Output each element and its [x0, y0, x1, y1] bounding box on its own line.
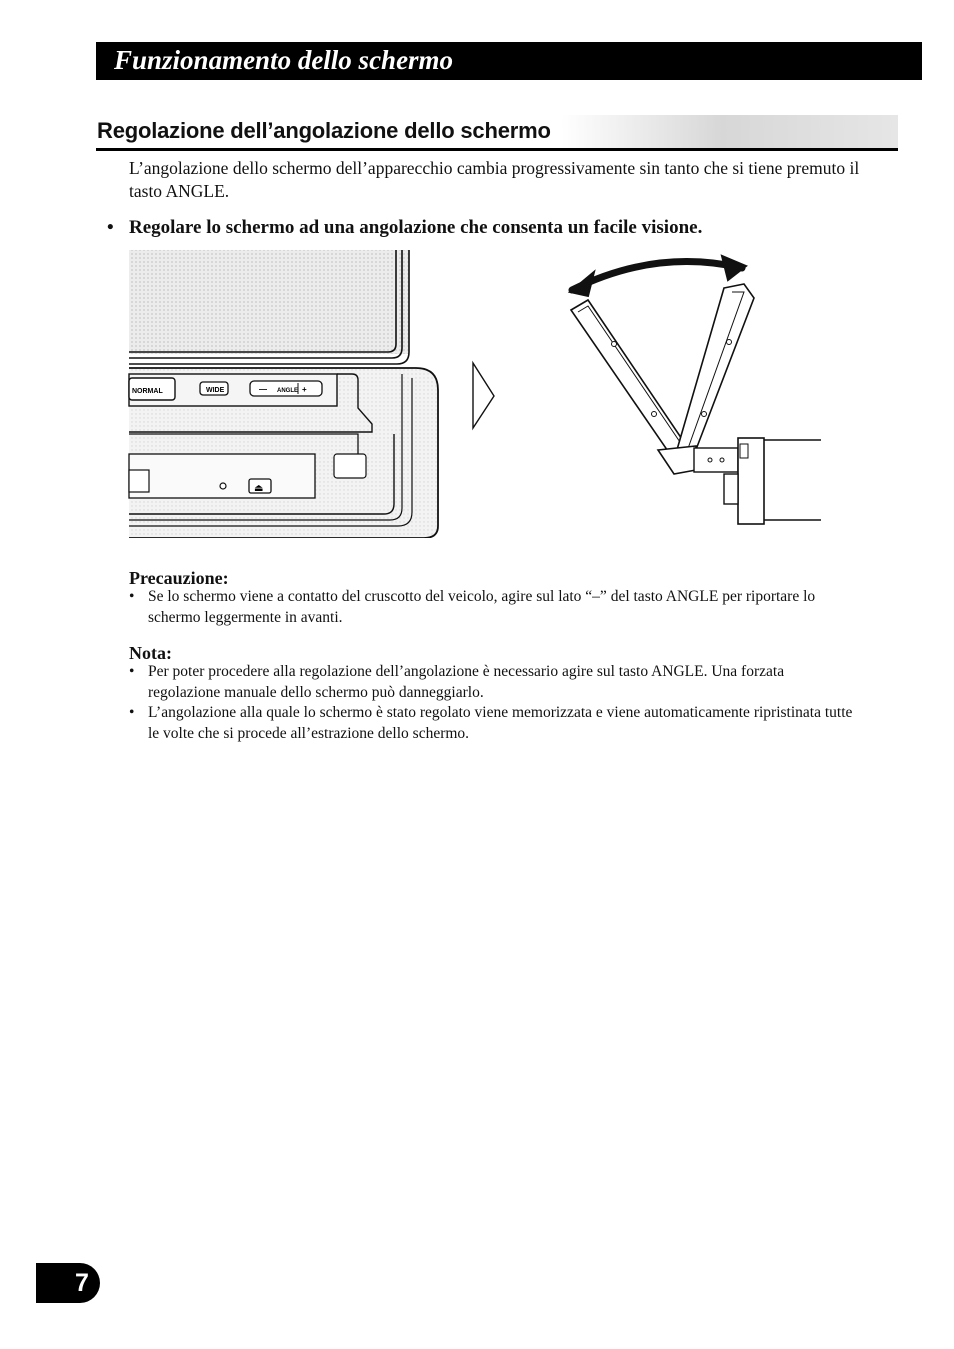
page-number: 7 — [75, 1269, 89, 1297]
instruction-bullet: • — [107, 217, 114, 238]
note-item — [129, 703, 854, 744]
page-number-tab — [36, 1263, 100, 1303]
bullet-dot: • — [129, 663, 135, 680]
angle-illustration-svg — [126, 248, 826, 538]
hinge-arm — [694, 448, 738, 472]
caution-heading: Precauzione: — [129, 568, 229, 588]
angle-minus-label: — — [259, 385, 267, 394]
arrow-head-left-icon — [570, 272, 594, 296]
instruction — [107, 215, 897, 241]
intro-paragraph: L’angolazione dello schermo dell’apparecchio cambia progressivamente sin tanto che si tiene premuto il tasto ANGLE. — [129, 158, 860, 201]
disc-slot-panel — [129, 454, 315, 498]
note-list — [129, 662, 854, 744]
hinge — [658, 446, 696, 474]
note-item-text: Per poter procedere alla regolazione dell’angolazione è necessario agire sul tasto ANGLE. Una forzata regolazione manuale dello schermo può danneggiarlo. — [148, 663, 785, 701]
arrow-head-right-icon — [722, 256, 746, 280]
chapter-banner — [96, 42, 922, 80]
note-item — [129, 662, 854, 703]
caution-item — [129, 587, 854, 628]
section-heading — [96, 115, 898, 151]
screen-tilted-back — [571, 300, 688, 460]
note-heading: Nota: — [129, 643, 172, 663]
bullet-dot: • — [129, 588, 135, 605]
reset-hole — [220, 483, 226, 489]
wide-button-label: WIDE — [206, 387, 225, 394]
bullet-dot: • — [129, 704, 135, 721]
next-step-arrow-icon — [473, 363, 494, 428]
instruction-text: Regolare lo schermo ad una angolazione che consenta un facile visione. — [129, 217, 703, 238]
note-item-text: L’angolazione alla quale lo schermo è stato regolato viene memorizzata e viene automaticamente ripristinata tutte le volte che si procede all’estrazione dello schermo. — [148, 704, 853, 742]
unit-front-panel — [129, 250, 438, 538]
caution-item-text: Se lo schermo viene a contatto del cruscotto del veicolo, agire sul lato “–” del tasto ANGLE per riportare lo schermo leggermente in avanti. — [148, 588, 816, 626]
normal-button-label: NORMAL — [132, 388, 163, 395]
angle-illustration — [126, 248, 826, 538]
tilt-diagram — [570, 256, 821, 524]
sensor-window — [334, 454, 366, 478]
screen-surface — [129, 250, 409, 354]
angle-plus-label: + — [302, 385, 307, 394]
angle-button-label: ANGLE — [277, 388, 298, 394]
caution-list — [129, 587, 854, 628]
chapter-title: Funzionamento dello schermo — [114, 45, 454, 75]
eject-icon: ⏏ — [254, 483, 264, 494]
screen-upright — [674, 284, 754, 460]
section-title: Regolazione dell’angolazione dello schermo — [97, 118, 551, 143]
